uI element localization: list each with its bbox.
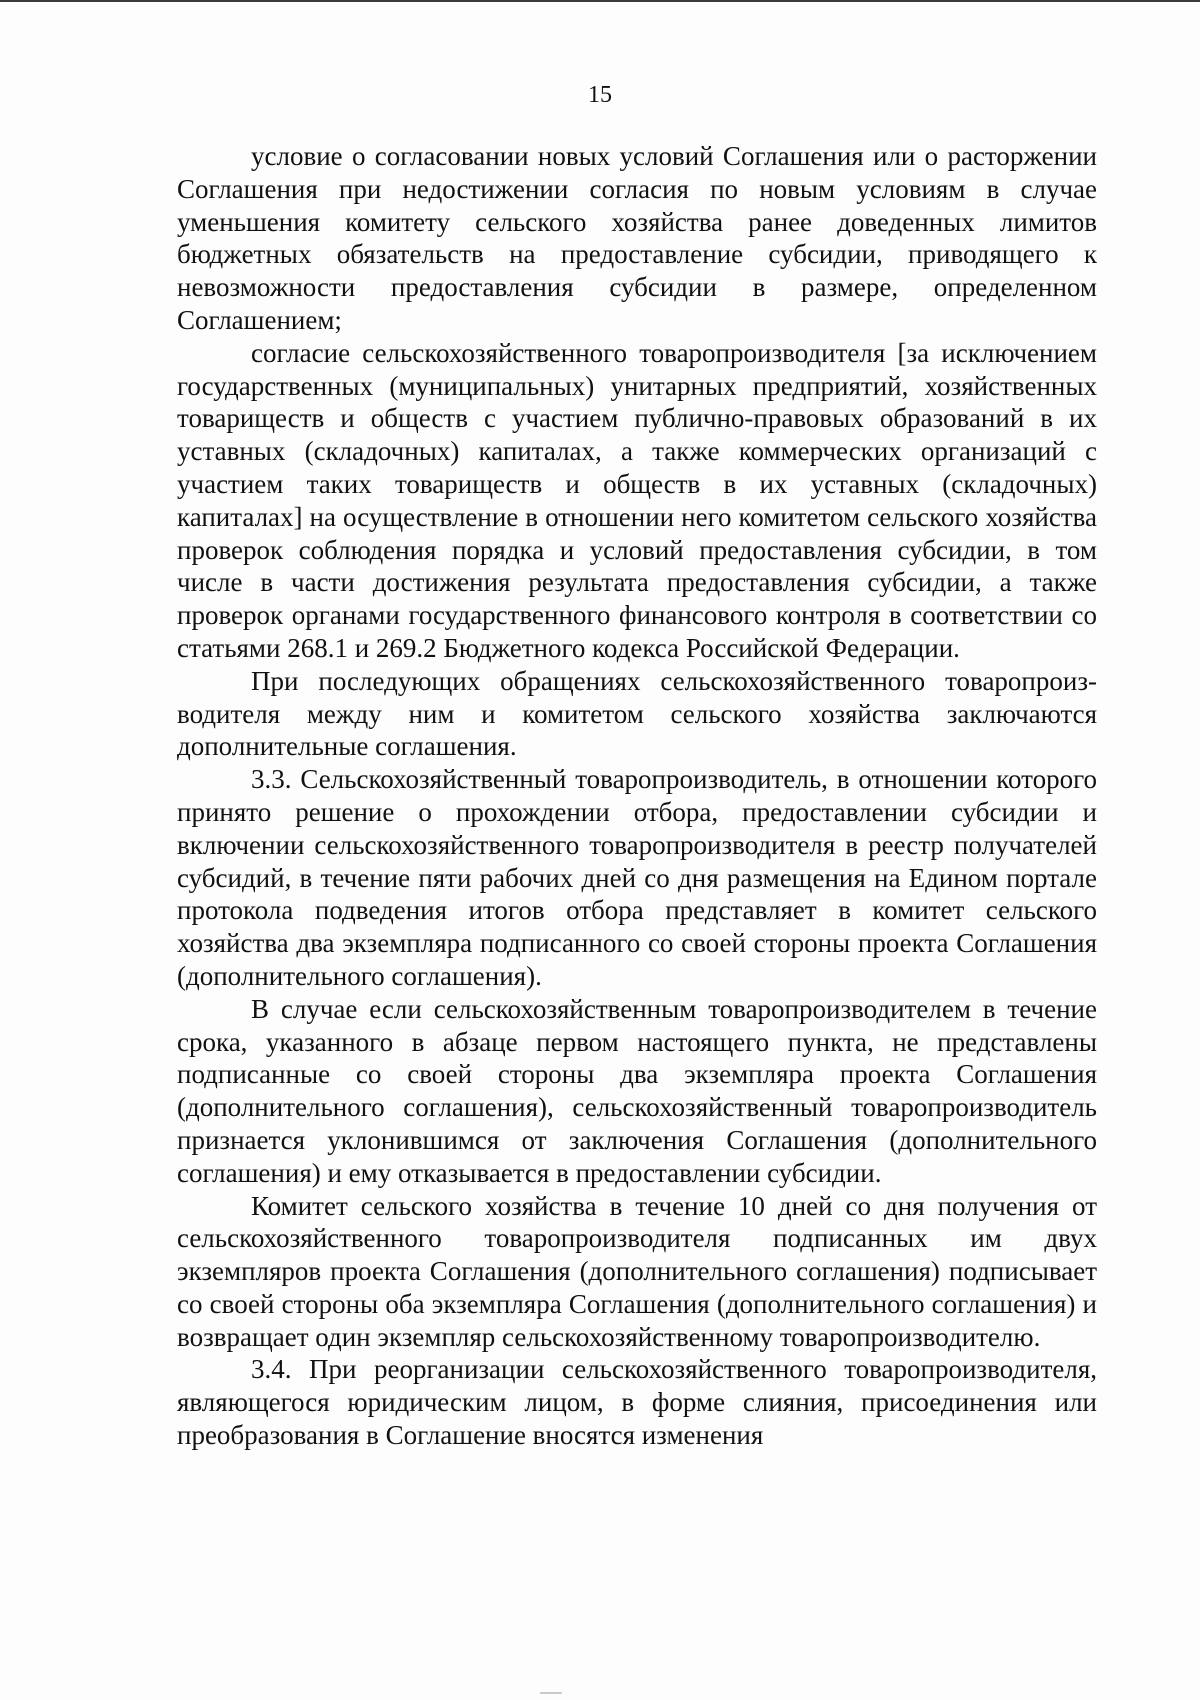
paragraph-committee-signing: Комитет сельского хозяйства в течение 10 дней со дня получения от сельскохозяйственного товаропроизводителя подписанных им двух экземпляров проекта Соглашения (дополнительного соглашения) подписывает со своей стороны оба экземпляра Соглашения (дополнительного соглашения) и возвращает один экземпляр сельскохозяйственному товаропроизводителю. [177, 1190, 1097, 1352]
paragraph-evasion-case: В случае если сельскохозяйственным товаропроизводителем в течение срока, указанного в абзаце первом настоящего пункта, не представлены подписанные со своей стороны два экземпляра проекта Соглашения (дополнительного соглашения), сельскохозяйственный товаропроизводитель признается уклонившимся от заключения Соглашения (дополнительного соглашения) и ему отказывается в предоставлении субсидии. [177, 993, 1097, 1188]
paragraph-producer-consent: согласие сельскохозяйственного товаропроизводителя [за исключением государственных (муниципальных) унитарных предприятий, хозяйственных товариществ и обществ с участием публично-правовых образований в их уставных (складочных) капиталах, а также коммерческих организаций с участием таких товариществ и обществ в их уставных (складочных) капиталах] на осуществление в отношении него комитетом сельского хозяйства проверок соблюдения порядка и условий предоставления субсидии, в том числе в части достижения результата предоставления субсидии, а также проверок органами государственного финансового контроля в соответствии со статьями 268.1 и 269.2 Бюджетного кодекса Российской Федерации. [177, 337, 1097, 663]
scan-artifact-mark [540, 1692, 562, 1700]
paragraph-additional-agreements: При последующих обращениях сельскохозяйственного товаропроизводителя между ним и комитетом сельского хозяйства заключаются дополнительные соглашения. [177, 665, 1097, 762]
paragraph-clause-3-4: 3.4. При реорганизации сельскохозяйственного товаропроизводителя, являющегося юридическим лицом, в форме слияния, присоединения или преобразования в Соглашение вносятся изменения [177, 1354, 1097, 1451]
paragraph-clause-3-3: 3.3. Сельскохозяйственный товаропроизводитель, в отношении которого принято решение о прохождении отбора, предоставлении субсидии и включении сельскохозяйственного товаропроизводителя в реестр получателей субсидий, в течение пяти рабочих дней со дня размещения на Едином портале протокола подведения итогов отбора представляет в комитет сельского хозяйства два экземпляра подписанного со своей стороны проекта Соглашения (дополнительного соглашения). [177, 764, 1097, 991]
page-top-edge [0, 0, 1200, 2]
paragraph-condition-agreement: условие о согласовании новых условий Соглашения или о расторжении Соглашения при недостижении согласия по новым условиям в случае уменьшения комитету сельского хозяйства ранее доведенных лимитов бюджетных обязательств на предоставление субсидии, приводящего к невозможности предоставления субсидии в размере, определенном Соглашением; [177, 141, 1097, 335]
page-number: 15 [588, 82, 612, 108]
document-body [177, 140, 1097, 1452]
